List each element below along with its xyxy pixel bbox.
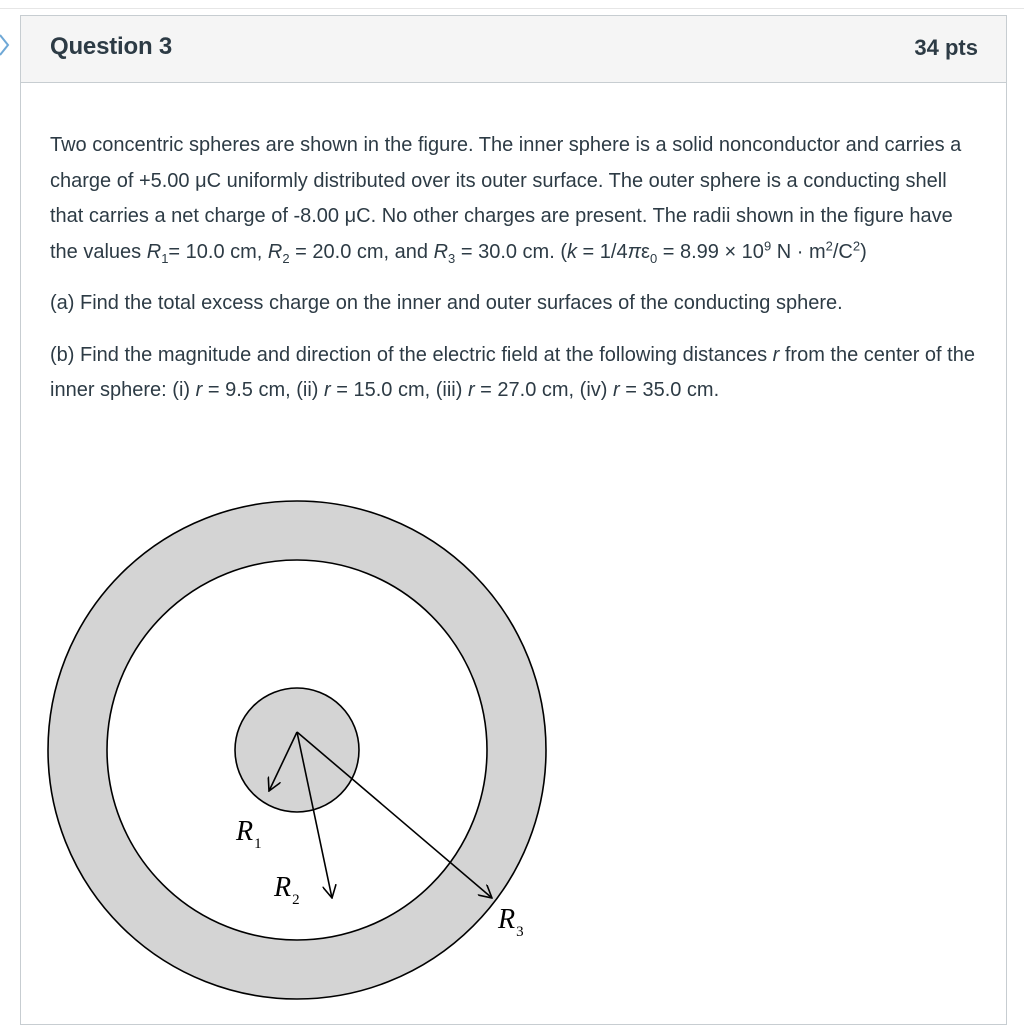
question-header (21, 16, 1006, 83)
part-b: (b) Find the magnitude and direction of the electric field at the following distances r from the center of the inner sphere: (i) r = 9.5 cm, (ii) r = 15.0 cm, (iii) r = 27.0 cm, (iv) r = 35.0 cm. (50, 343, 975, 401)
concentric-spheres-figure (26, 480, 566, 1000)
question-points: 34 pts (914, 35, 978, 60)
inner-sphere (235, 688, 359, 812)
problem-statement: Two concentric spheres are shown in the figure. The inner sphere is a solid nonconductor and carries a charge of +5.00 μC uniformly distributed over its outer surface. The outer sphere is a conducting shell that carries a net charge of -8.00 μC. No other charges are present. The radii shown in the figure have the values $R_1= 10.0$ cm, $R_2 = 20.0$ cm, and $R_3 = 30.0$ cm. ($k = 1/4\pi\varepsilon_0 = 8.99 \times 10^9$ $N \cdot m^2/C^2$) (50, 134, 962, 266)
label-r3: $R_3$ (498, 904, 524, 940)
part-a: (a) Find the total excess charge on the inner and outer surfaces of the conducting sphere. (50, 292, 843, 314)
chevron-right-icon[interactable] (0, 33, 10, 57)
label-r2: $R_2$ (274, 872, 300, 908)
label-r1: $R_1$ (236, 816, 262, 852)
question-text (50, 128, 980, 425)
top-divider (0, 8, 1024, 9)
question-title: Question 3 (50, 33, 173, 60)
